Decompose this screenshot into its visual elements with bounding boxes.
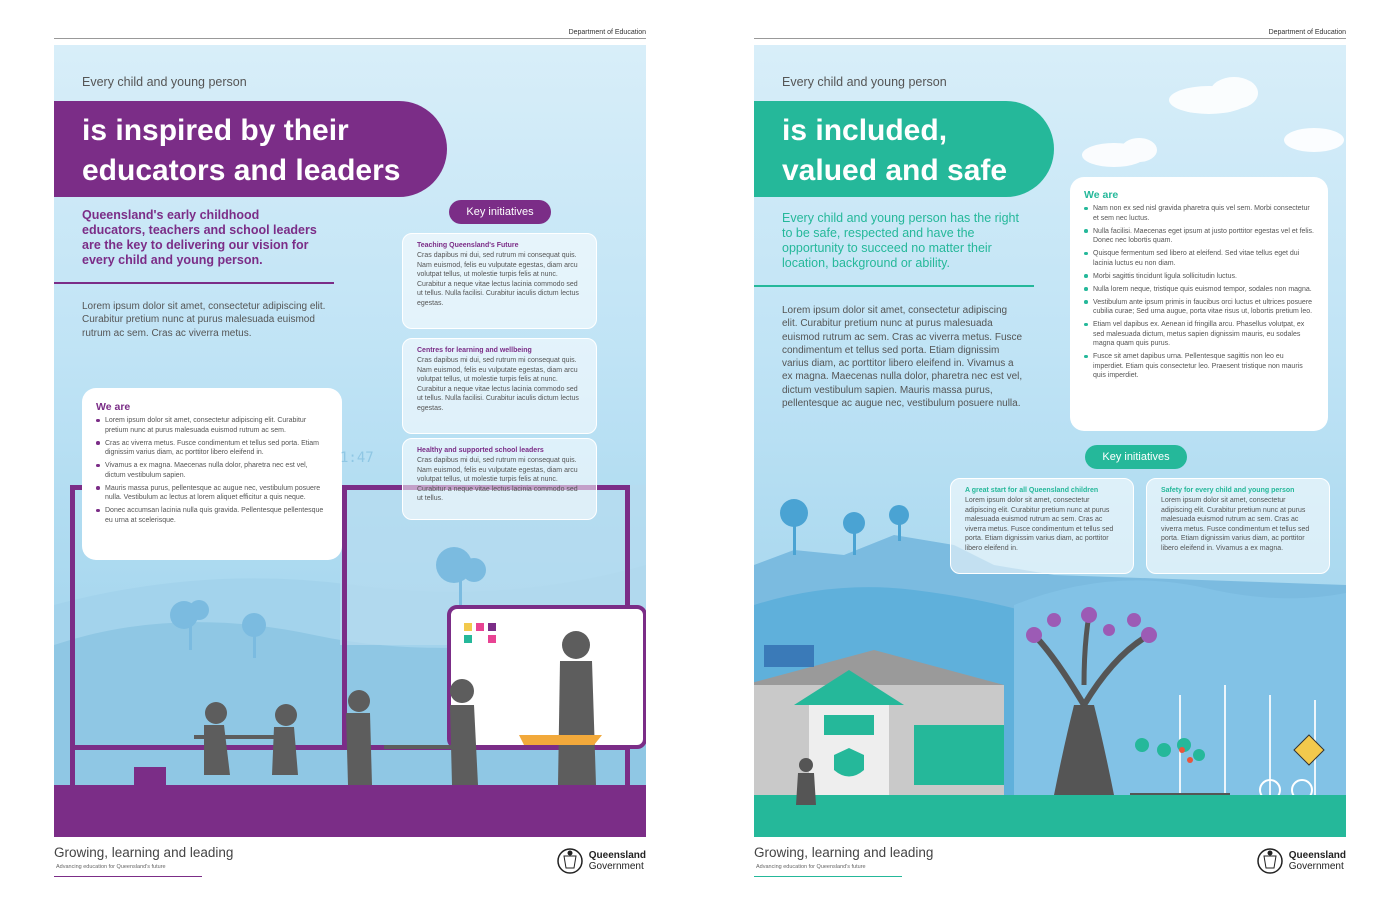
poster-included bbox=[754, 45, 1346, 837]
digital-clock: 1:47 bbox=[340, 450, 374, 466]
initiative-card bbox=[402, 338, 597, 434]
logo-line-1: Queensland bbox=[588, 850, 646, 861]
initiative-title: Safety for every child and young person bbox=[1161, 487, 1295, 494]
top-rule bbox=[54, 38, 646, 39]
key-initiatives-pill: Key initiatives bbox=[1085, 445, 1187, 469]
initiative-body: Lorem ipsum dolor sit amet, consectetur adipiscing elit. Curabitur pretium nunc at purus malesuada euismod rutrum ac sem. Cras ac viverra metus. Fusce condimentum et tellus sed porta. Etiam dignissim varius diam, ac porttitor libero eleifend in. bbox=[965, 497, 1114, 552]
initiative-card bbox=[1146, 478, 1330, 574]
initiative-card bbox=[950, 478, 1134, 574]
we-are-list bbox=[1084, 204, 1314, 381]
initiative-title: Centres for learning and wellbeing bbox=[417, 347, 532, 354]
crest-icon bbox=[1255, 846, 1285, 876]
crest-icon bbox=[555, 846, 585, 876]
initiative-body: Cras dapibus mi dui, sed rutrum mi consequat quis. Nam euismod, felis eu vulputate egestas, diam arcu volutpat tellus, ut molestie turpis felis at nunc. Curabitur a neque vitae lectus lacinia commodo sed ut tellus. bbox=[417, 457, 578, 502]
footer-rule bbox=[754, 876, 902, 877]
department-label: Department of Education bbox=[568, 29, 646, 36]
we-are-title: We are bbox=[96, 401, 131, 413]
eyebrow-text: Every child and young person bbox=[782, 75, 947, 89]
lead-paragraph: Every child and young person has the right to be safe, respected and have the opportunity to succeed no matter their location, background or ability. bbox=[782, 211, 1019, 270]
page-title bbox=[54, 101, 447, 197]
initiative-body: Lorem ipsum dolor sit amet, consectetur adipiscing elit. Curabitur pretium nunc at purus malesuada euismod rutrum ac sem. Cras ac viverra metus. Fusce condimentum et tellus sed porta. Etiam dignissim varius diam, ac porttitor libero eleifend in. Vivamus a ex magna. bbox=[1161, 497, 1310, 552]
list-item: Fusce sit amet dapibus urna. Pellentesque sagittis non leo eu imperdiet. Etiam quis consectetur leo. Praesent tristique non mauris quis imperdiet. bbox=[1084, 352, 1314, 381]
we-are-list bbox=[96, 416, 328, 525]
top-rule bbox=[754, 38, 1346, 39]
section-rule bbox=[54, 282, 334, 284]
list-item: Nulla facilisi. Maecenas eget ipsum at justo porttitor egestas vel et felis. Donec nec lobortis quam. bbox=[1084, 227, 1314, 246]
list-item: Vestibulum ante ipsum primis in faucibus orci luctus et ultrices posuere cubilia curae; Sed urna augue, porta vitae risus ut, lobortis pretium leo. bbox=[1084, 298, 1314, 317]
poster-page-left bbox=[54, 0, 646, 903]
list-item: Donec accumsan lacinia nulla quis gravida. Pellentesque pellentesque eu urna at scelerisque. bbox=[96, 506, 328, 525]
list-item: Nam non ex sed nisl gravida pharetra quis vel sem. Morbi consectetur et sem nec luctus. bbox=[1084, 204, 1314, 223]
poster-page-right bbox=[754, 0, 1346, 903]
logo-line-1: Queensland bbox=[1288, 850, 1346, 861]
initiative-card bbox=[402, 233, 597, 329]
title-line-1: is inspired by their bbox=[82, 114, 349, 147]
list-item: Mauris massa purus, pellentesque ac augue nec, vestibulum posuere nulla. Vestibulum ac lectus at lorem aliquet efficitur a quis neque. bbox=[96, 484, 328, 503]
eyebrow-text: Every child and young person bbox=[82, 75, 247, 89]
list-item: Morbi sagittis tincidunt ligula sollicitudin luctus. bbox=[1084, 272, 1314, 282]
initiative-card bbox=[402, 438, 597, 520]
page-title bbox=[754, 101, 1054, 197]
lead-paragraph: Queensland's early childhood educators, teachers and school leaders are the key to delivering our vision for every child and young person. bbox=[82, 208, 317, 267]
body-paragraph: Lorem ipsum dolor sit amet, consectetur adipiscing elit. Curabitur pretium nunc at purus malesuada euismod rutrum ac sem. Cras ac viverra metus. Fusce condimentum et tellus sed porta. Etiam dignissim varius diam, ac porttitor libero eleifend in. Vivamus a ex magna. Maecenas nulla dolor, pharetra nec est vel, dictum vestibulum sapien. Mauris massa purus, pellentesque ac augue nec, vestibulum posuere nulla. bbox=[782, 305, 1023, 410]
logo-line-2: Government bbox=[588, 861, 644, 872]
list-item: Lorem ipsum dolor sit amet, consectetur adipiscing elit. Curabitur pretium nunc at purus malesuada euismod rutrum ac sem. bbox=[96, 416, 328, 435]
qld-government-logo bbox=[1255, 846, 1346, 876]
title-line-2: valued and safe bbox=[782, 154, 1008, 187]
we-are-card bbox=[1070, 177, 1328, 431]
title-line-2: educators and leaders bbox=[82, 154, 401, 187]
list-item: Nulla lorem neque, tristique quis euismod tempor, sodales non magna. bbox=[1084, 285, 1314, 295]
footer-rule bbox=[54, 876, 202, 877]
footer-title: Growing, learning and leading bbox=[754, 845, 934, 860]
body-paragraph: Lorem ipsum dolor sit amet, consectetur adipiscing elit. Curabitur pretium nunc at purus malesuada euismod rutrum ac sem. Cras ac viverra metus. bbox=[82, 301, 326, 339]
list-item: Quisque fermentum sed libero at eleifend. Sed vitae tellus eget dui lacinia luctus eu non diam. bbox=[1084, 249, 1314, 268]
we-are-title: We are bbox=[1084, 189, 1119, 201]
department-label: Department of Education bbox=[1268, 29, 1346, 36]
initiative-title: A great start for all Queensland children bbox=[965, 487, 1099, 494]
section-rule bbox=[754, 285, 1034, 287]
initiative-body: Cras dapibus mi dui, sed rutrum mi consequat quis. Nam euismod, felis eu vulputate egestas, diam arcu volutpat tellus, ut molestie turpis felis at nunc. Curabitur a neque vitae lectus lacinia commodo sed ut tellus. Nulla facilisi. Curabitur iaculis dictum lectus egestas. bbox=[417, 357, 579, 412]
list-item: Cras ac viverra metus. Fusce condimentum et tellus sed porta. Etiam dignissim varius diam, ac porttitor libero eleifend in. bbox=[96, 439, 328, 458]
initiative-title: Healthy and supported school leaders bbox=[417, 447, 544, 454]
initiative-title: Teaching Queensland's Future bbox=[417, 242, 519, 249]
footer-subtitle: Advancing education for Queensland's future bbox=[56, 864, 166, 870]
footer-title: Growing, learning and leading bbox=[54, 845, 234, 860]
title-line-1: is included, bbox=[782, 114, 948, 147]
qld-government-logo bbox=[555, 846, 646, 876]
we-are-card bbox=[82, 388, 342, 560]
logo-line-2: Government bbox=[1288, 861, 1344, 872]
initiative-body: Cras dapibus mi dui, sed rutrum mi consequat quis. Nam euismod, felis eu vulputate egestas, diam arcu volutpat tellus, ut molestie turpis felis at nunc. Curabitur a neque vitae lectus lacinia commodo sed ut tellus. Nulla facilisi. Curabitur iaculis dictum lectus egestas. bbox=[417, 252, 579, 307]
list-item: Etiam vel dapibus ex. Aenean id fringilla arcu. Phasellus volutpat, ex sed malesuada dictum, metus sapien dignissim mauris, eu sodales magna quam quis purus. bbox=[1084, 320, 1314, 349]
poster-educators bbox=[54, 45, 646, 837]
list-item: Vivamus a ex magna. Maecenas nulla dolor, pharetra nec est vel, dictum vestibulum sapien. bbox=[96, 461, 328, 480]
footer-subtitle: Advancing education for Queensland's future bbox=[756, 864, 866, 870]
key-initiatives-pill: Key initiatives bbox=[449, 200, 551, 224]
